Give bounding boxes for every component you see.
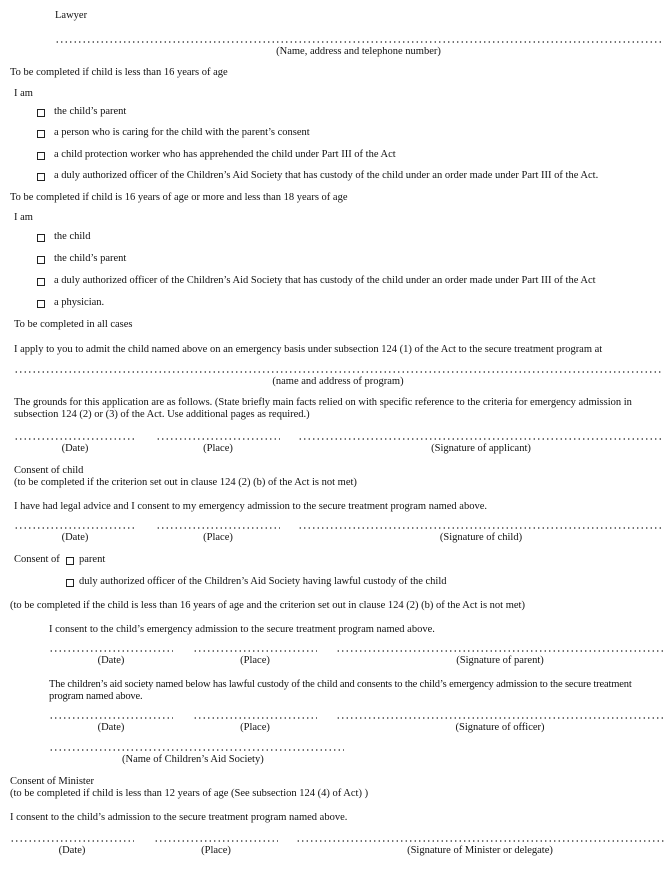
parent-signature-field[interactable] <box>336 650 664 652</box>
parent-place-field[interactable] <box>193 650 317 652</box>
child-place-caption: (Place) <box>203 532 233 543</box>
program-name-field[interactable] <box>14 371 662 373</box>
consent-minister-condition: (to be completed if child is less than 12 years of age (See subsection 124 (4) of Act) ) <box>10 788 369 799</box>
under16-option-4-label: a duly authorized officer of the Children’s Aid Society that has custody of the child under an order made under Part III of the Act. <box>54 170 599 181</box>
parent-date-field[interactable] <box>49 650 173 652</box>
parent-date-caption: (Date) <box>97 655 125 666</box>
applicant-signature-caption: (Signature of applicant) <box>431 443 531 454</box>
consent-parent-statement: I consent to the child’s emergency admission to the secure treatment program named above. <box>49 624 435 635</box>
lawyer-label: Lawyer <box>55 10 88 21</box>
child-signature-field[interactable] <box>298 527 664 529</box>
consent-child-statement: I have had legal advice and I consent to my emergency admission to the secure treatment program named above. <box>14 501 488 512</box>
age16to18-option-1-label: the child <box>54 231 91 242</box>
under16-option-1-label: the child’s parent <box>54 106 127 117</box>
grounds-text: The grounds for this application are as follows. (State briefly main facts relied on with specific reference to the criteria for emergency admission in subsection 124 (2) or (3) of the Act. Use additional pages as required.) <box>14 397 632 420</box>
minister-date-caption: (Date) <box>58 845 86 856</box>
consent-officer-checkbox[interactable] <box>66 579 74 587</box>
minister-signature-field[interactable] <box>296 840 664 842</box>
applicant-place-caption: (Place) <box>203 443 233 454</box>
under16-option-3-checkbox[interactable] <box>37 152 45 160</box>
applicant-date-field[interactable] <box>14 438 136 440</box>
lawyer-name-field[interactable] <box>55 41 662 43</box>
society-statement: The children’s aid society named below has lawful custody of the child and consents to the child’s emergency admission to the secure treatment program named above. <box>49 679 632 702</box>
under16-option-4-checkbox[interactable] <box>37 173 45 181</box>
under16-option-2-label: a person who is caring for the child with the parent’s consent <box>54 127 310 138</box>
parent-signature-caption: (Signature of parent) <box>456 655 544 666</box>
consent-child-heading: Consent of child <box>14 465 84 476</box>
consent-minister-heading: Consent of Minister <box>10 776 94 787</box>
society-name-caption: (Name of Children’s Aid Society) <box>122 754 264 765</box>
minister-place-field[interactable] <box>154 840 278 842</box>
age16to18-heading: To be completed if child is 16 years of age or more and less than 18 years of age <box>10 192 348 203</box>
consent-parent-label: parent <box>79 554 106 565</box>
minister-place-caption: (Place) <box>201 845 231 856</box>
under16-i-am: I am <box>14 88 33 99</box>
applicant-signature-field[interactable] <box>298 438 664 440</box>
age16to18-option-3-checkbox[interactable] <box>37 278 45 286</box>
age16to18-option-4-label: a physician. <box>54 297 105 308</box>
all-cases-heading: To be completed in all cases <box>14 319 133 330</box>
under16-option-2-checkbox[interactable] <box>37 130 45 138</box>
age16to18-option-2-label: the child’s parent <box>54 253 127 264</box>
officer-date-caption: (Date) <box>97 722 125 733</box>
under16-option-3-label: a child protection worker who has apprehended the child under Part III of the Act <box>54 149 396 160</box>
child-date-field[interactable] <box>14 527 136 529</box>
officer-signature-field[interactable] <box>336 717 664 719</box>
officer-place-caption: (Place) <box>240 722 270 733</box>
child-place-field[interactable] <box>156 527 280 529</box>
child-date-caption: (Date) <box>61 532 89 543</box>
minister-signature-caption: (Signature of Minister or delegate) <box>407 845 553 856</box>
age16to18-option-4-checkbox[interactable] <box>37 300 45 308</box>
consent-child-condition: (to be completed if the criterion set out in clause 124 (2) (b) of the Act is not met) <box>14 477 357 488</box>
consent-minister-statement: I consent to the child’s admission to the secure treatment program named above. <box>10 812 348 823</box>
applicant-date-caption: (Date) <box>61 443 89 454</box>
officer-place-field[interactable] <box>193 717 317 719</box>
apply-text: I apply to you to admit the child named above on an emergency basis under subsection 124 (1) of the Act to the secure treatment program at <box>14 344 603 355</box>
child-signature-caption: (Signature of child) <box>439 532 523 543</box>
minister-date-field[interactable] <box>10 840 134 842</box>
age16to18-i-am: I am <box>14 212 33 223</box>
under16-heading: To be completed if child is less than 16 years of age <box>10 67 228 78</box>
society-name-field[interactable] <box>49 749 344 751</box>
under16-option-1-checkbox[interactable] <box>37 109 45 117</box>
officer-signature-caption: (Signature of officer) <box>455 722 545 733</box>
age16to18-option-1-checkbox[interactable] <box>37 234 45 242</box>
applicant-place-field[interactable] <box>156 438 280 440</box>
age16to18-option-3-label: a duly authorized officer of the Children’s Aid Society that has custody of the child under an order made under Part III of the Act <box>54 275 596 286</box>
age16to18-option-2-checkbox[interactable] <box>37 256 45 264</box>
parent-place-caption: (Place) <box>240 655 270 666</box>
consent-parent-checkbox[interactable] <box>66 557 74 565</box>
consent-parent-condition: (to be completed if the child is less than 16 years of age and the criterion set out in clause 124 (2) (b) of the Act is not met) <box>10 600 525 611</box>
consent-officer-label: duly authorized officer of the Children’s Aid Society having lawful custody of the child <box>79 576 447 587</box>
consent-parent-heading: Consent of <box>14 554 60 565</box>
lawyer-caption: (Name, address and telephone number) <box>276 46 441 57</box>
officer-date-field[interactable] <box>49 717 173 719</box>
program-caption: (name and address of program) <box>272 376 404 387</box>
